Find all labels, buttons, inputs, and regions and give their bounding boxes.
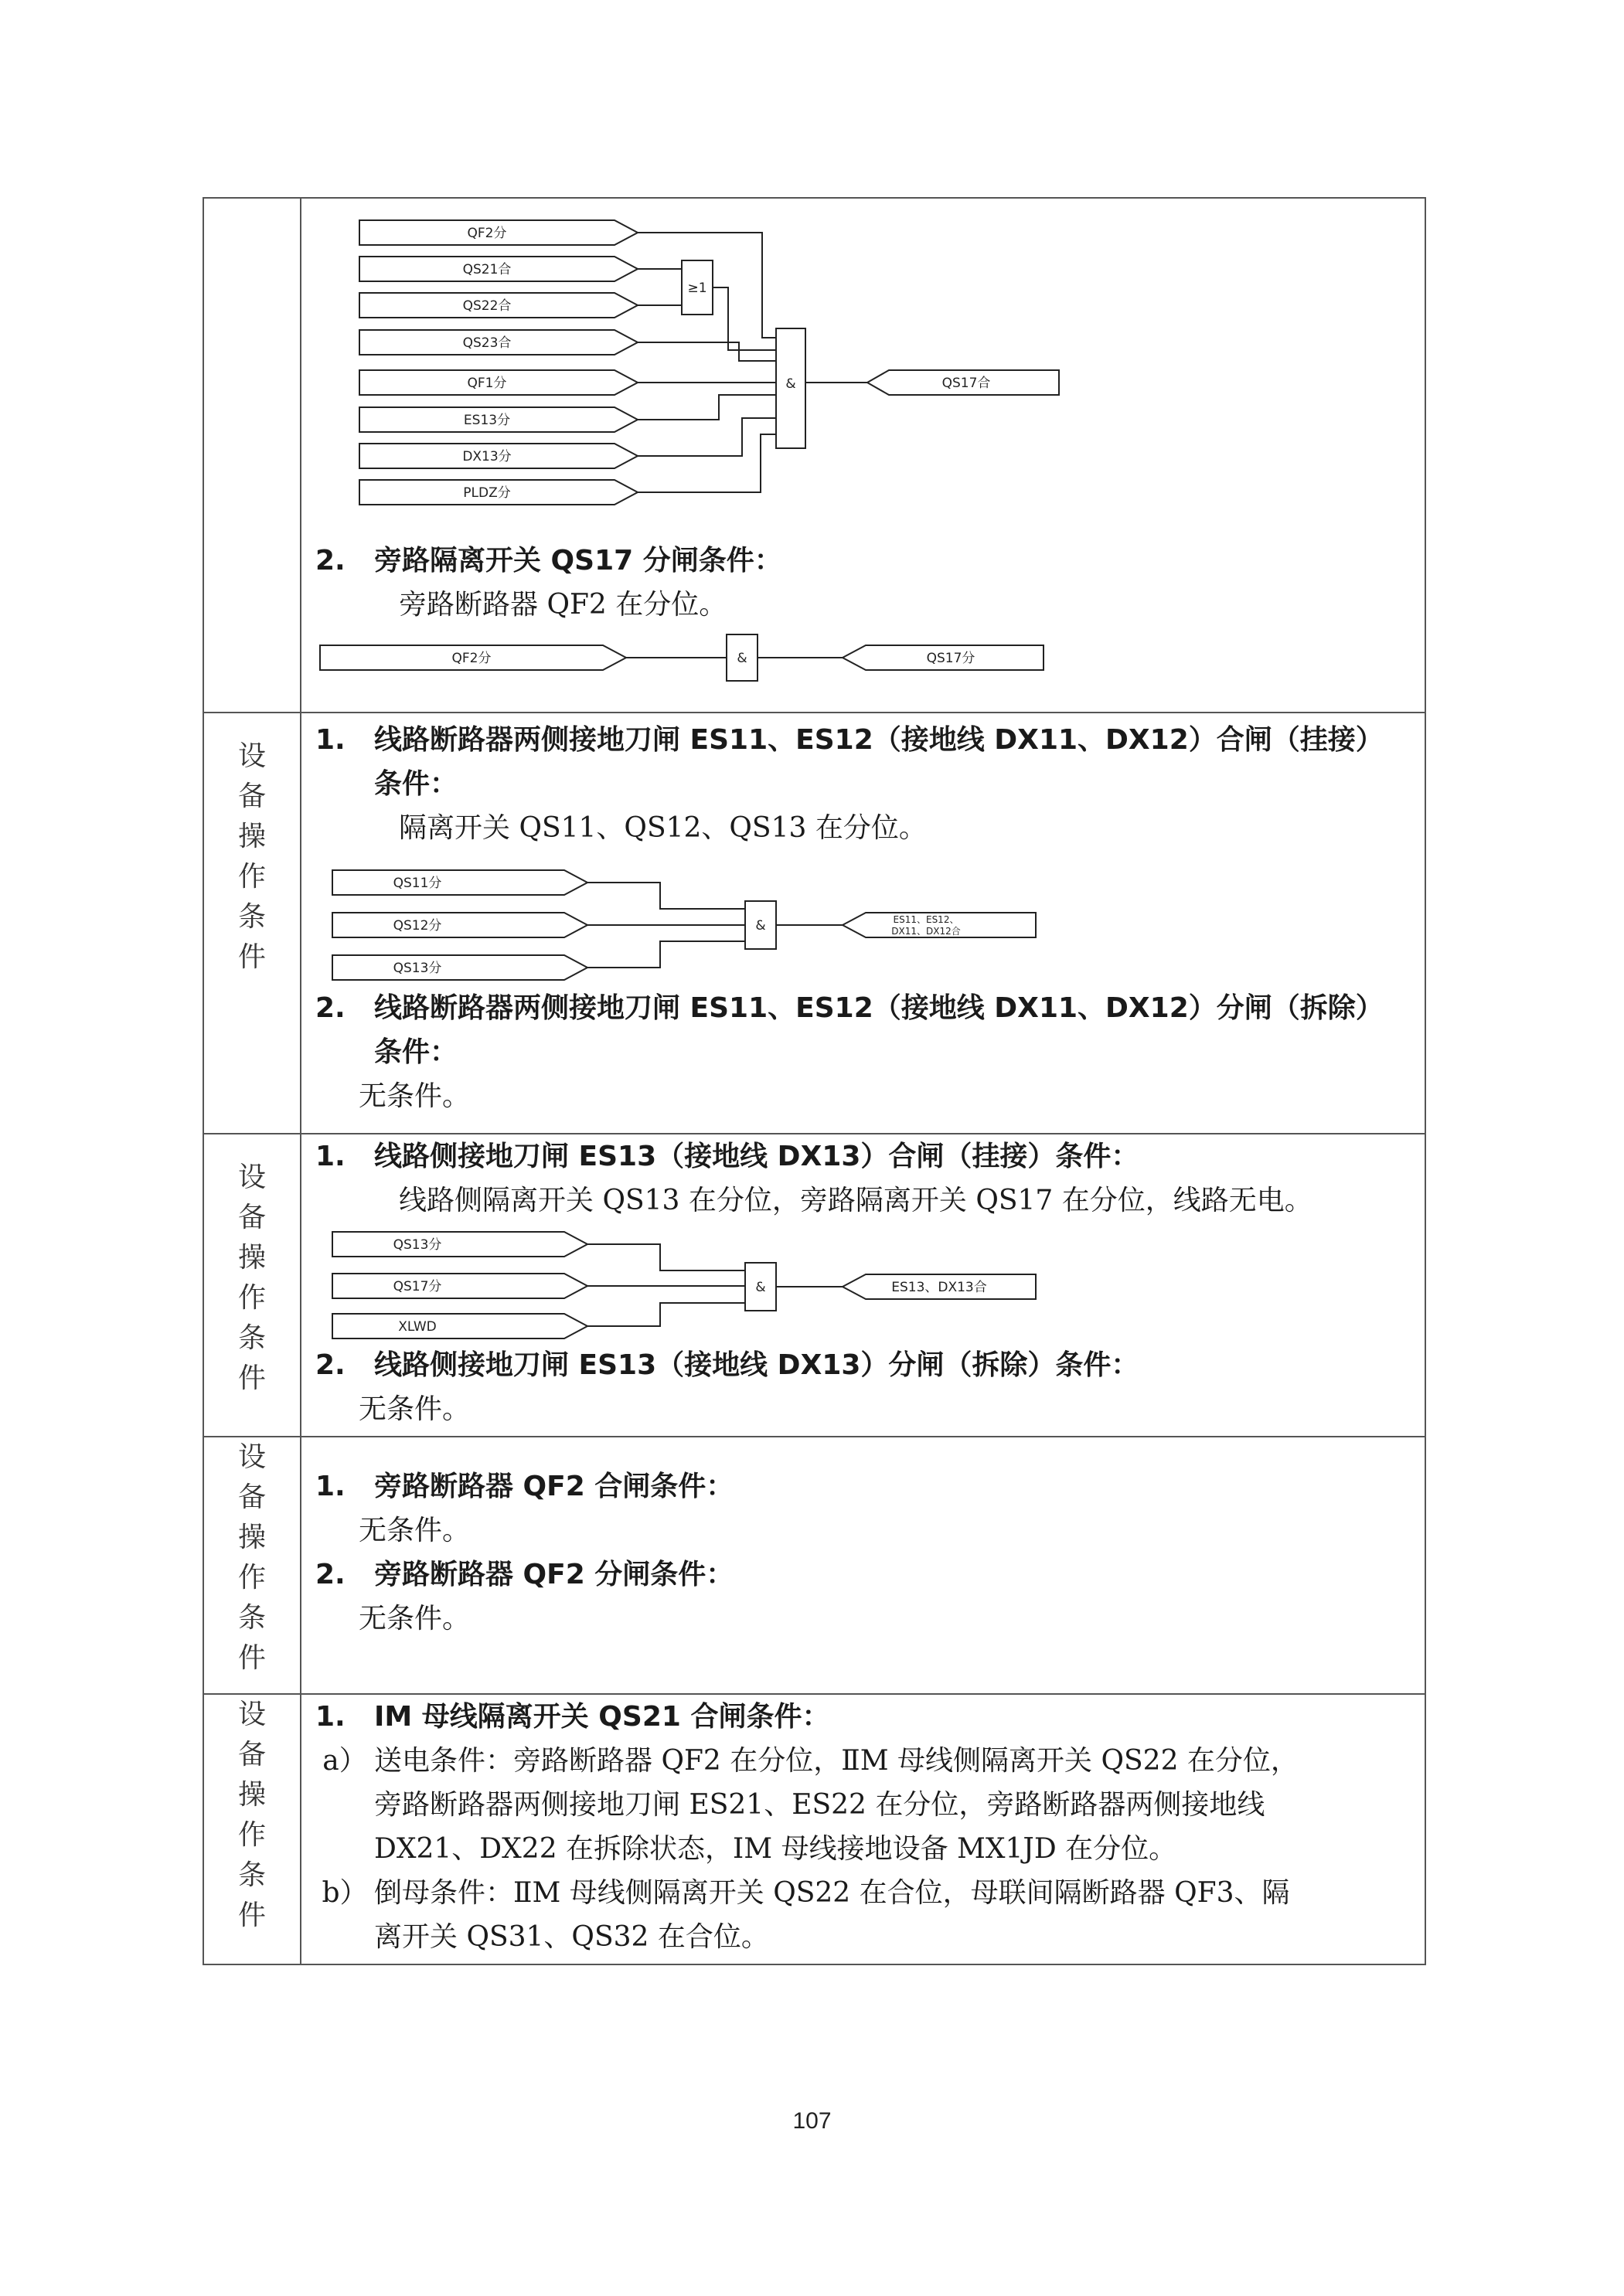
input-label: QS12分 [393, 918, 442, 934]
row-label-cell [203, 1694, 301, 1964]
input-label: QS23合 [462, 335, 512, 351]
content-cell [301, 1694, 1425, 1964]
item-text: 无条件。 [359, 1514, 471, 1546]
content-cell [301, 1437, 1425, 1694]
input-label: PLDZ分 [463, 485, 511, 501]
output-label: ES13、DX13合 [891, 1280, 987, 1295]
row-label-cell [203, 713, 301, 1134]
input-label: QS13分 [393, 1237, 442, 1253]
input-label: QS22合 [462, 298, 512, 314]
sub-item-line: 离开关 QS31、QS32 在合位。 [374, 1921, 769, 1953]
output-label: QS17合 [941, 376, 991, 391]
and-gate-label: & [755, 918, 766, 934]
item-heading: 2. 线路侧接地刀闸 ES13（接地线 DX13）分闸（拆除）条件： [315, 1349, 1139, 1381]
table-row [203, 198, 1425, 713]
es13-close-logic-diagram [301, 1227, 1523, 1343]
table-row [203, 1437, 1425, 1694]
content-cell [301, 1134, 1425, 1437]
item-heading-cont: 条件： [374, 768, 458, 800]
sub-item-line: 倒母条件：ⅡM 母线侧隔离开关 QS22 在合位，母联间隔断路器 QF3、隔 [374, 1877, 1290, 1909]
content-cell [301, 713, 1425, 1134]
item-heading: 1. 线路侧接地刀闸 ES13（接地线 DX13）合闸（挂接）条件： [315, 1141, 1139, 1172]
item-text: 无条件。 [359, 1393, 471, 1425]
item-text: 无条件。 [359, 1080, 471, 1112]
qs17-close-logic-diagram [301, 199, 1523, 539]
sub-item-line: 旁路断路器两侧接地刀闸 ES21、ES22 在分位，旁路断路器两侧接地线 [374, 1789, 1265, 1821]
sub-item-line: 送电条件：旁路断路器 QF2 在分位，ⅡM 母线侧隔离开关 QS22 在分位， [374, 1745, 1299, 1777]
content-cell [301, 198, 1425, 713]
sub-item-a [315, 1739, 1412, 1871]
table-row [203, 1134, 1425, 1437]
item-heading: 1. ⅠM 母线隔离开关 QS21 合闸条件： [315, 1701, 830, 1733]
item-text: 旁路断路器 QF2 在分位。 [399, 589, 727, 621]
sub-item-label: b） [322, 1877, 368, 1909]
item-heading: 1. 线路断路器两侧接地刀闸 ES11、ES12（接地线 DX11、DX12）合闸（挂接） [315, 724, 1384, 756]
sub-item-line: DX21、DX22 在拆除状态，ⅠM 母线接地设备 MX1JD 在分位。 [374, 1833, 1177, 1865]
row-label-cell [203, 1437, 301, 1694]
item-heading: 2. 线路断路器两侧接地刀闸 ES11、ES12（接地线 DX11、DX12）分闸（拆除） [315, 992, 1384, 1024]
vertical-label: 设 备 操 作 条 件 [237, 1441, 266, 1674]
input-label: QF2分 [467, 226, 507, 241]
input-label: QS17分 [393, 1279, 442, 1294]
vertical-label: 设 备 操 作 条 件 [237, 740, 266, 973]
item-heading: 1. 旁路断路器 QF2 合闸条件： [315, 1470, 734, 1502]
item-text: 线路侧隔离开关 QS13 在分位，旁路隔离开关 QS17 在分位，线路无电。 [399, 1185, 1312, 1216]
item-heading-cont: 条件： [374, 1036, 458, 1068]
vertical-label: 设 备 操 作 条 件 [237, 1162, 266, 1394]
output-label: DX11、DX12合 [891, 926, 961, 937]
row-label-cell [203, 1134, 301, 1437]
sub-item-b [315, 1871, 1412, 1959]
input-label: XLWD [398, 1319, 437, 1335]
item-heading: 2. 旁路隔离开关 QS17 分闸条件： [315, 545, 782, 577]
item-heading: 2. 旁路断路器 QF2 分闸条件： [315, 1558, 734, 1590]
sub-item-label: a） [322, 1745, 367, 1777]
item-text: 无条件。 [359, 1602, 471, 1634]
and-gate-label: & [737, 651, 747, 666]
interlock-table [203, 197, 1426, 1965]
qs17-open-logic-diagram [301, 631, 1523, 685]
and-gate-label: & [755, 1280, 766, 1295]
input-label: QS11分 [393, 876, 442, 891]
es11-close-logic-diagram [301, 855, 1523, 986]
table-row [203, 713, 1425, 1134]
and-gate-label: & [785, 376, 796, 392]
output-label: ES11、ES12、 [893, 914, 959, 925]
input-label: QF1分 [467, 376, 507, 391]
item-text: 隔离开关 QS11、QS12、QS13 在分位。 [399, 812, 927, 844]
input-label: QS21合 [462, 262, 512, 277]
input-label: QF2分 [451, 651, 492, 666]
or-gate-label: ≥1 [687, 281, 707, 296]
page-number: 107 [792, 2108, 832, 2134]
input-label: ES13分 [463, 413, 511, 428]
output-label: QS17分 [926, 651, 975, 666]
vertical-label: 设 备 操 作 条 件 [237, 1699, 266, 1931]
input-label: DX13分 [462, 449, 512, 464]
row-label-cell [203, 198, 301, 713]
input-label: QS13分 [393, 961, 442, 976]
table-row [203, 1694, 1425, 1964]
